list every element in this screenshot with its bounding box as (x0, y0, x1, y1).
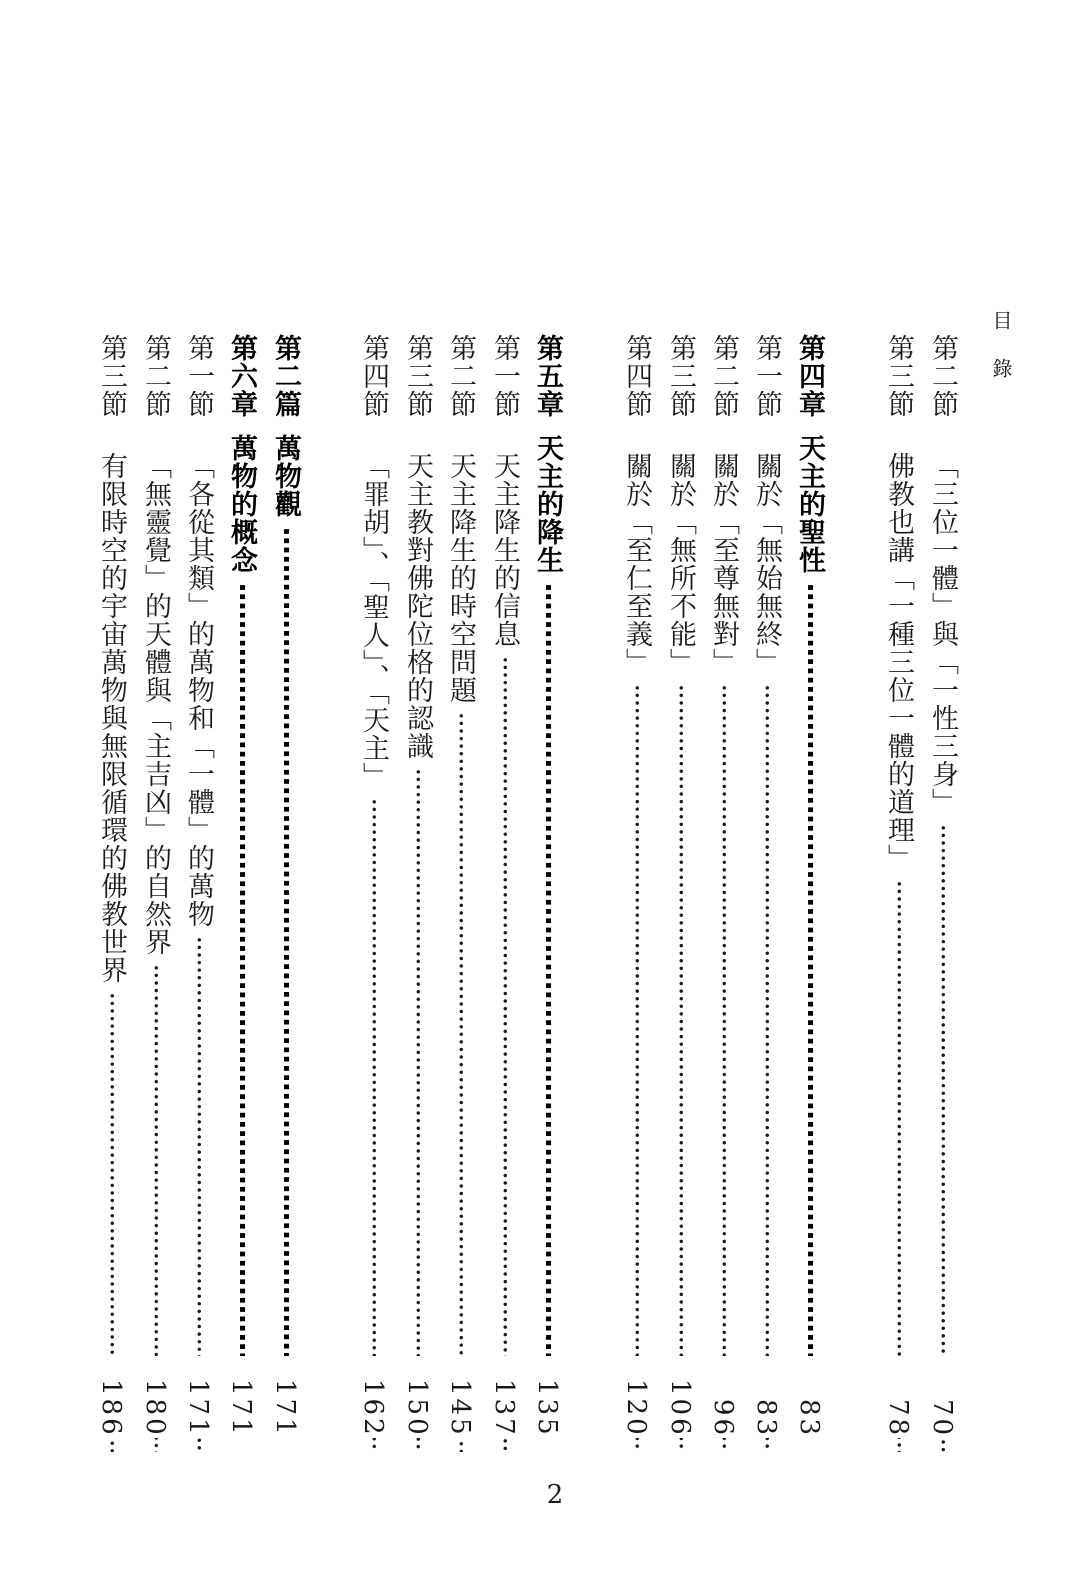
toc-section-label: 第三節 (883, 334, 914, 418)
toc-section-label: 第三節 (402, 334, 433, 418)
toc-entry[interactable] (878, 334, 918, 1438)
toc-section-label: 第一節 (183, 334, 214, 418)
toc-page-number: 83 (789, 1356, 829, 1438)
toc-chapter-label: 第六章 (226, 334, 257, 418)
toc-chapter-label: 第五章 (532, 334, 563, 418)
toc-entry-title: 天主降生的信息 ····· (484, 452, 524, 1452)
toc-entry-title: 關於「無所不能」 ····· (660, 452, 700, 1452)
toc-entry-title: 天主降生的時空問題 ····· (440, 452, 480, 1452)
toc-chapter-entry[interactable] (527, 334, 567, 1438)
toc-page-number: 120 (616, 1356, 656, 1438)
toc-entry-title: 有限時空的宇宙萬物與無限循環的佛教世界 ····· (91, 452, 131, 1452)
toc-page-number: 171 (178, 1356, 218, 1438)
toc-page-number: 162 (353, 1356, 393, 1438)
toc-entry-title: 「罪胡」、「聖人」、「天主」 ····· (353, 452, 393, 1452)
toc-section-label: 第二節 (927, 334, 958, 418)
toc-page-number: 83 (746, 1356, 786, 1438)
toc-section-label: 第二節 (445, 334, 476, 418)
toc-entry-title: 關於「至尊無對」 ····· (703, 452, 743, 1452)
toc-page-number: 135 (527, 1356, 567, 1438)
toc-part-entry[interactable] (265, 334, 305, 1438)
toc-page-number: 78 (878, 1356, 918, 1438)
toc-entry-title: 「各從其類」的萬物和「一體」的萬物 ····· (178, 452, 218, 1452)
page-header: 目錄 (989, 310, 1013, 406)
page-number: 2 (546, 1480, 564, 1510)
toc-page-number: 180 (135, 1356, 175, 1438)
toc-part-title: 萬物觀 ····· (265, 434, 305, 1434)
toc-entry[interactable] (922, 334, 962, 1438)
toc-entry[interactable] (484, 334, 524, 1438)
toc-entry[interactable] (91, 334, 131, 1438)
toc-entry[interactable] (397, 334, 437, 1438)
toc-section-label: 第二節 (140, 334, 171, 418)
toc-entry[interactable] (616, 334, 656, 1438)
toc-page-number: 96 (703, 1356, 743, 1438)
toc-entry-title: 「無靈覺」的天體與「主吉凶」的自然界 ····· (135, 452, 175, 1452)
toc-entry[interactable] (440, 334, 480, 1438)
toc-section-label: 第二節 (708, 334, 739, 418)
toc-entry-title: 天主教對佛陀位格的認識 ····· (397, 452, 437, 1452)
toc-entry-title: 「三位一體」與「一性三身」 ····· (922, 452, 962, 1452)
toc-chapter-label: 第四章 (794, 334, 825, 418)
toc-chapter-title: 萬物的概念 ····· (221, 434, 261, 1434)
toc-entry[interactable] (353, 334, 393, 1438)
toc-page-number: 171 (221, 1356, 261, 1438)
toc-entry-title: 關於「無始無終」 ····· (746, 452, 786, 1452)
toc-section-label: 第三節 (665, 334, 696, 418)
toc-page-number: 70 (922, 1356, 962, 1438)
toc-chapter-title: 天主的聖性 ····· (789, 434, 829, 1434)
toc-entry[interactable] (660, 334, 700, 1438)
toc-page-number: 137 (484, 1356, 524, 1438)
toc-page-number: 186 (91, 1356, 131, 1438)
toc-page-number: 150 (397, 1356, 437, 1438)
toc-entry-title: 佛教也講「一種三位一體的道理」 ····· (878, 452, 918, 1452)
toc-chapter-entry[interactable] (221, 334, 261, 1438)
toc-chapter-title: 天主的降生 ····· (527, 434, 567, 1434)
toc-section-label: 第一節 (489, 334, 520, 418)
toc-section-label: 第一節 (751, 334, 782, 418)
toc-section-label: 第四節 (358, 334, 389, 418)
toc-section-label: 第三節 (96, 334, 127, 418)
toc-entry[interactable] (135, 334, 175, 1438)
toc-entry-title: 關於「至仁至義」 ····· (616, 452, 656, 1452)
toc-entry[interactable] (178, 334, 218, 1438)
toc-part-label: 第二篇 (270, 334, 301, 418)
toc-chapter-entry[interactable] (789, 334, 829, 1438)
toc-page-number: 106 (660, 1356, 700, 1438)
toc-section-label: 第四節 (621, 334, 652, 418)
toc-entry[interactable] (703, 334, 743, 1438)
toc-page-number: 171 (265, 1356, 305, 1438)
toc-page-number: 145 (440, 1356, 480, 1438)
toc-entry[interactable] (746, 334, 786, 1438)
